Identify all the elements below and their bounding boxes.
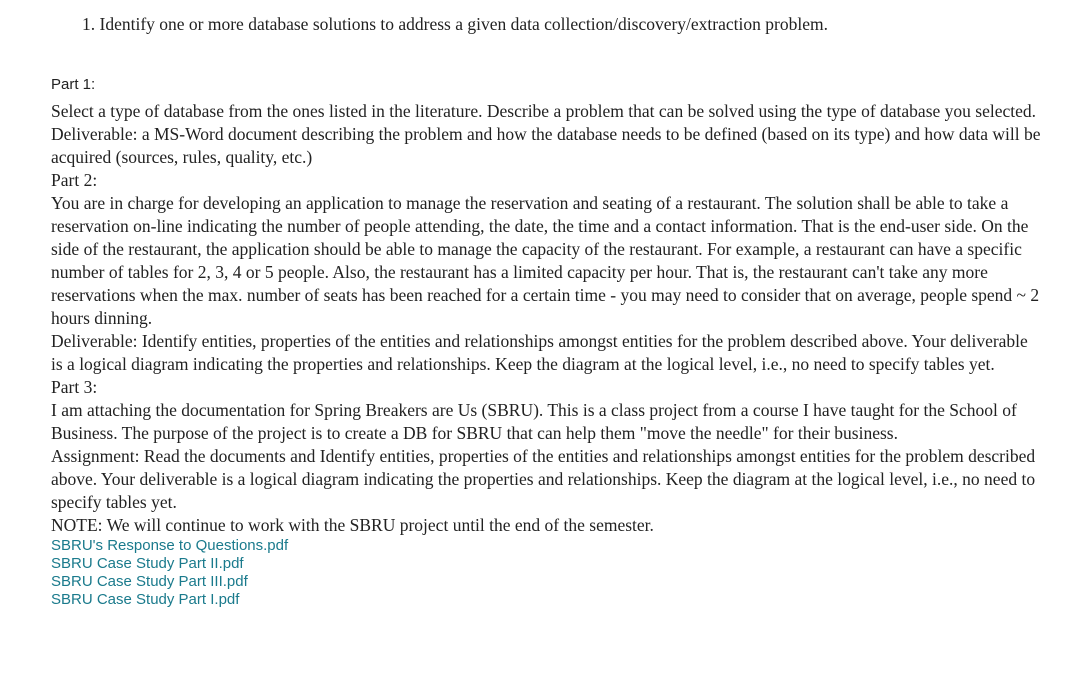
part3-note: NOTE: We will continue to work with the SBRU project until the end of the semester. [51, 515, 654, 535]
assignment-content [51, 75, 1041, 609]
part3-label: Part 3: [51, 377, 98, 397]
part2-description: You are in charge for developing an application to manage the reservation and seating of a restaurant. The solution shall be able to take a reservation on-line indicating the number of people attending, the date, the time and a contact information. That is the end-user side. On the side of the restaurant, the application should be able to manage the capacity of the restaurant. For example, a restaurant can have a specific number of tables for 2, 3, 4 or 5 people. Also, the restaurant has a limited capacity per hour. That is, the restaurant can't take any more reservations when the max. number of seats has been reached for a certain time - you may need to consider that on average, people spend ~ 2 hours dinning. [51, 193, 1040, 328]
attachment-links [51, 537, 1041, 609]
attachment-link-case-study-part-3[interactable]: SBRU Case Study Part III.pdf [51, 573, 248, 590]
part1-label: Part 1: [51, 76, 96, 93]
part3-description: I am attaching the documentation for Spring Breakers are Us (SBRU). This is a class project from a course I have taught for the School of Business. The purpose of the project is to create a DB for SBRU that can help them "move the needle" for their business. [51, 400, 1017, 443]
part3-assignment: Assignment: Read the documents and Identify entities, properties of the entities and relationships amongst entities for the problem described above. Your deliverable is a logical diagram indicating the properties and relationships. Keep the diagram at the logical level, i.e., no need to specify tables yet. [51, 446, 1036, 512]
part2-label: Part 2: [51, 170, 98, 190]
part1-description: Select a type of database from the ones listed in the literature. Describe a problem that can be solved using the type of database you selected. [51, 101, 1036, 121]
attachment-link-case-study-part-1[interactable]: SBRU Case Study Part I.pdf [51, 591, 240, 608]
attachment-link-case-study-part-2[interactable]: SBRU Case Study Part II.pdf [51, 555, 244, 572]
part1-deliverable: Deliverable: a MS-Word document describing the problem and how the database needs to be defined (based on its type) and how data will be acquired (sources, rules, quality, etc.) [51, 124, 1041, 167]
assignment-body [51, 100, 1041, 537]
assignment-heading: 1. Identify one or more database solutions to address a given data collection/discovery/extraction problem. [82, 14, 828, 34]
attachment-link-sbru-response[interactable]: SBRU's Response to Questions.pdf [51, 537, 289, 554]
part2-deliverable: Deliverable: Identify entities, properties of the entities and relationships amongst entities for the problem described above. Your deliverable is a logical diagram indicating the properties and relationships. Keep the diagram at the logical level, i.e., no need to specify tables yet. [51, 331, 1028, 374]
